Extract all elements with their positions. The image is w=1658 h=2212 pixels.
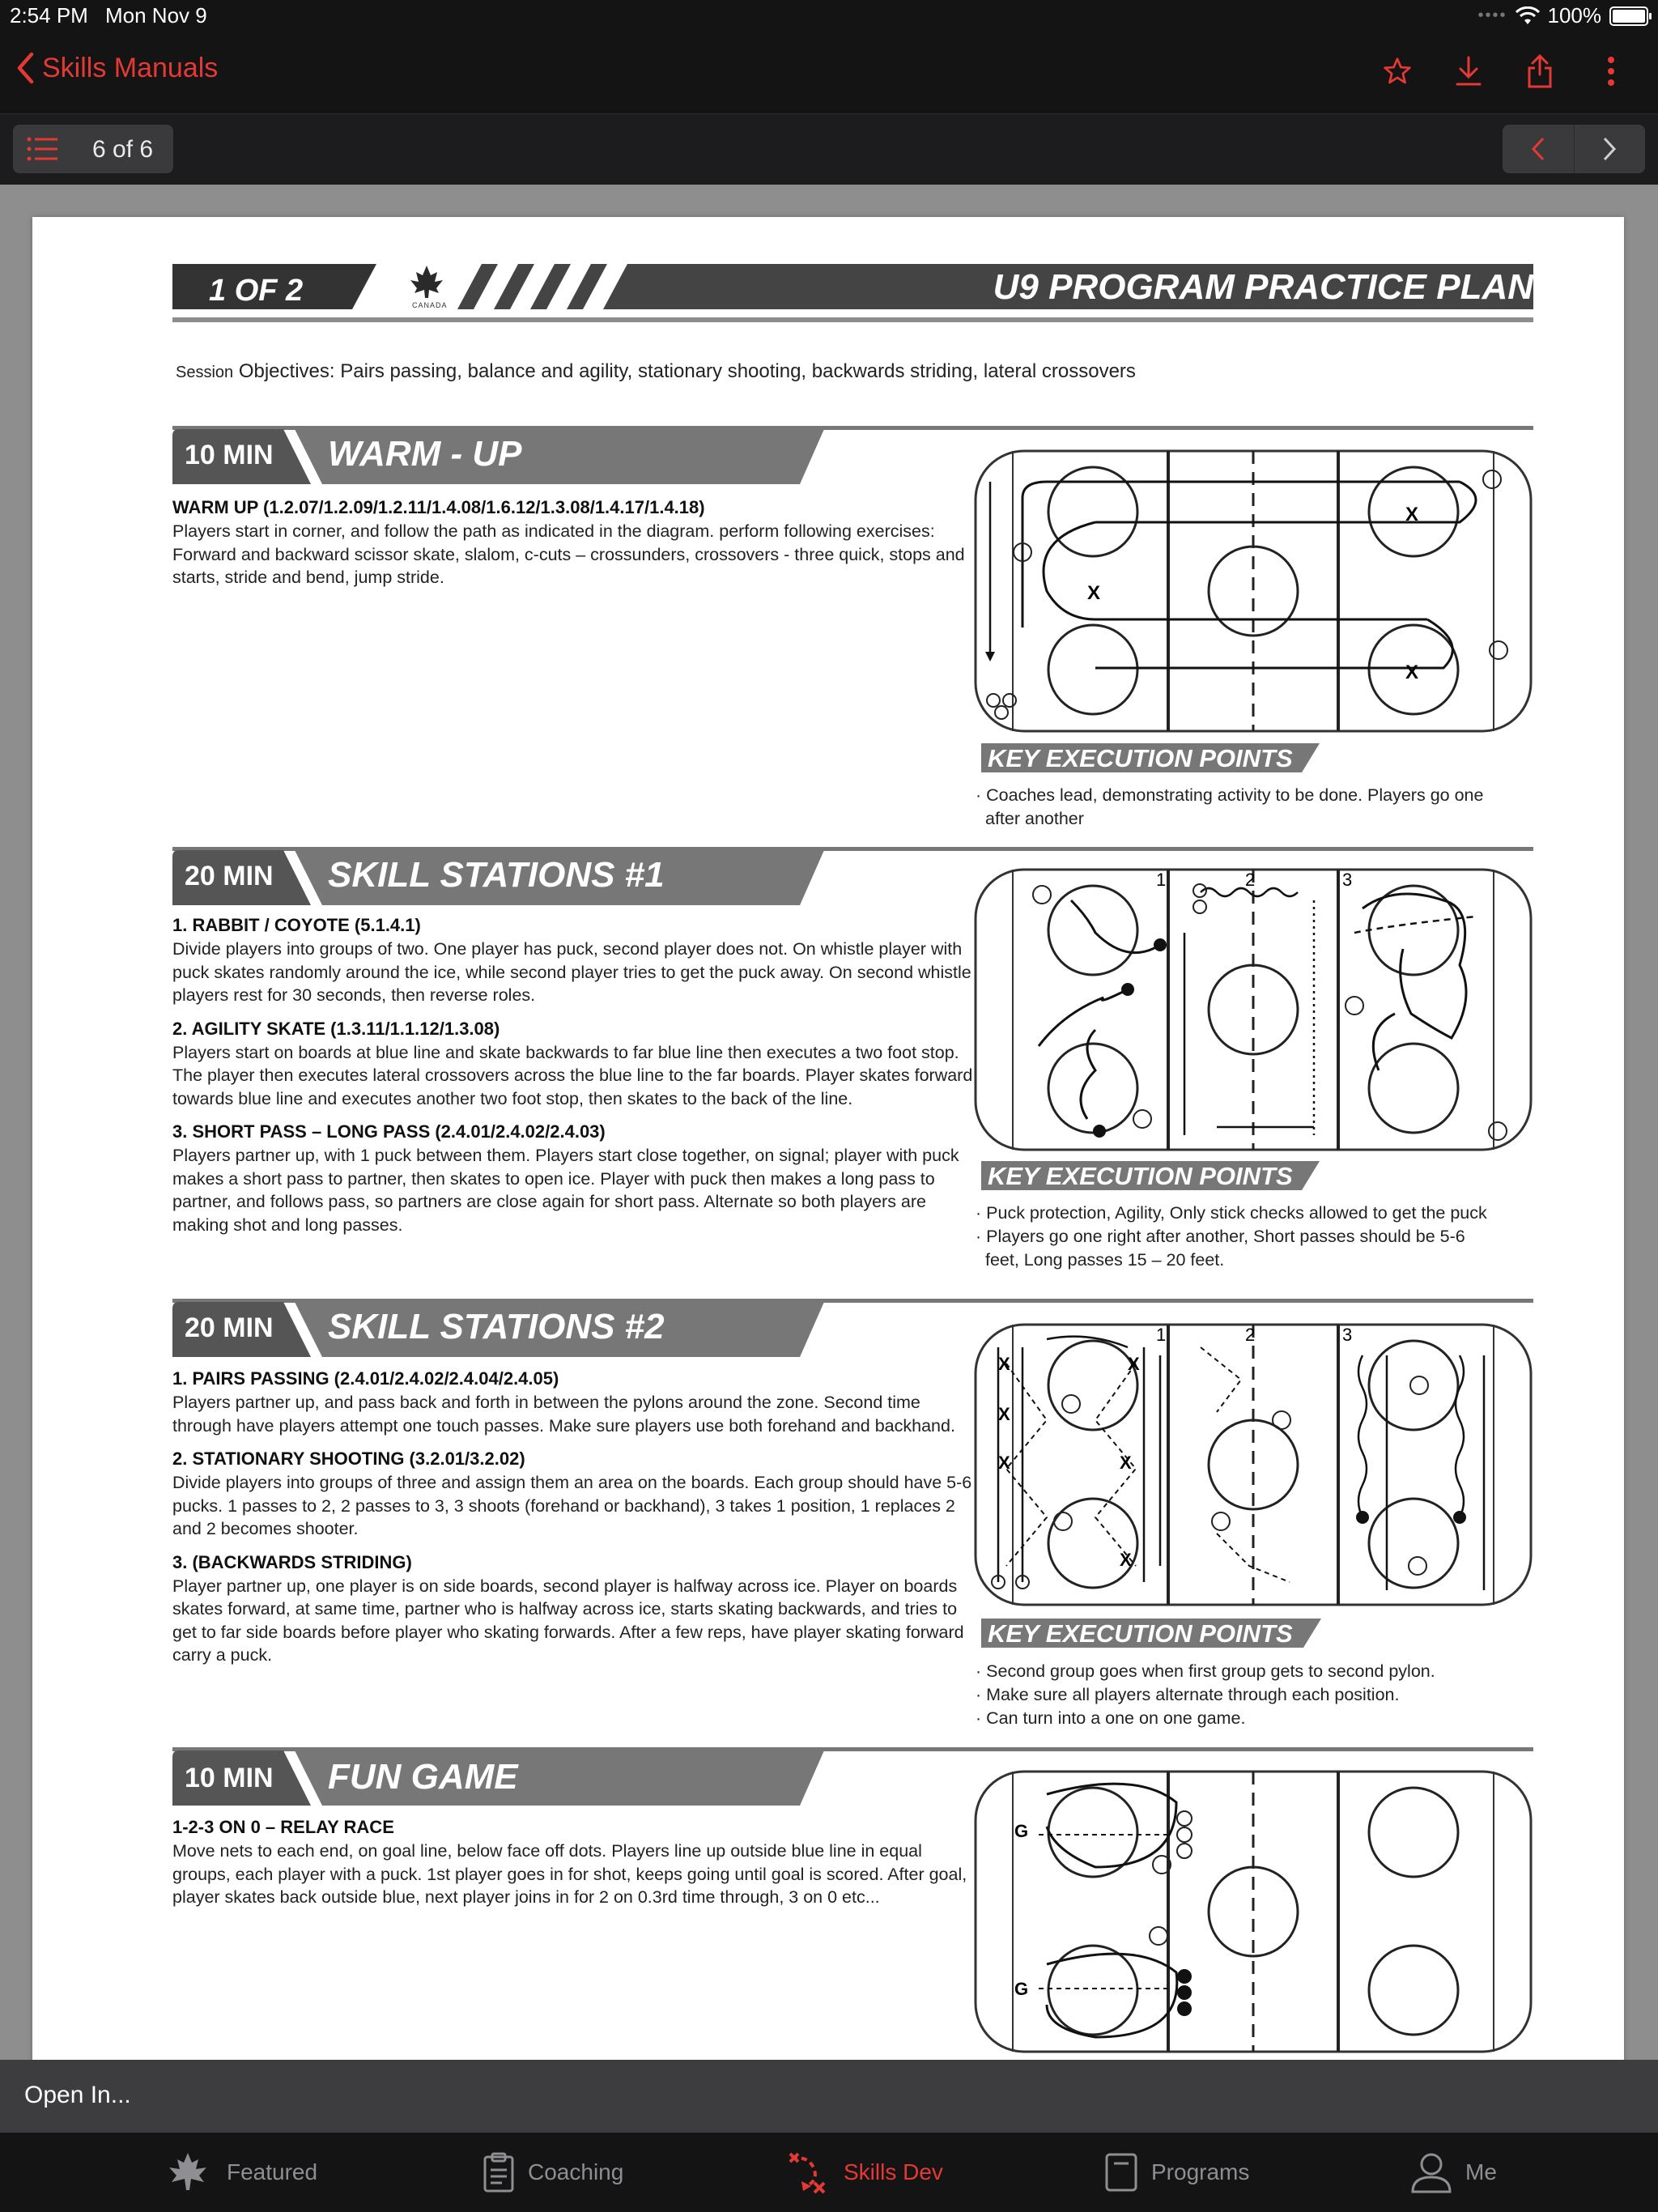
- person-icon: [1410, 2151, 1452, 2193]
- page-counter: 6 of 6: [92, 136, 154, 163]
- kep-list: [976, 1660, 1494, 1730]
- tab-coaching[interactable]: [483, 2133, 623, 2212]
- svg-text:X: X: [1128, 1354, 1140, 1374]
- open-in-button[interactable]: Open In...: [24, 2082, 131, 2108]
- kep-point: · Make sure all players alternate through each position.: [976, 1685, 1400, 1704]
- list-icon: [27, 137, 57, 161]
- download-icon[interactable]: [1454, 53, 1483, 89]
- skill-stations-1-rink-diagram: [974, 868, 1533, 1151]
- section-stations2-text: [172, 1368, 982, 1678]
- section-title: SKILL STATIONS #2: [328, 1307, 665, 1346]
- svg-text:X: X: [1405, 661, 1419, 683]
- pdf-page: [32, 217, 1624, 2060]
- kep-point: · Can turn into a one on one game.: [976, 1708, 1246, 1728]
- next-page-button[interactable]: [1575, 125, 1646, 173]
- status-time: 2:54 PM: [10, 3, 88, 28]
- svg-text:2: 2: [1245, 1325, 1256, 1345]
- svg-text:X: X: [1120, 1550, 1132, 1570]
- drill-title: 1. PAIRS PASSING (2.4.01/2.4.02/2.4.04/2.4.05): [172, 1368, 559, 1389]
- back-label: Skills Manuals: [42, 52, 219, 83]
- drill-title: 3. SHORT PASS – LONG PASS (2.4.01/2.4.02/2.4.03): [172, 1121, 606, 1142]
- tab-label: Me: [1465, 2159, 1497, 2184]
- kep-title: KEY EXECUTION POINTS: [988, 744, 1293, 772]
- section-title: WARM - UP: [328, 434, 522, 474]
- previous-page-button[interactable]: [1503, 125, 1575, 173]
- svg-text:1: 1: [1156, 870, 1167, 890]
- kep-list: [976, 1202, 1494, 1272]
- drill-description: Players partner up, and pass back and forth in between the pylons around the zone. Second time through have players attempt one touch passes. Make sure players use both forehand and backhand.: [172, 1393, 955, 1436]
- drill-description: Players start in corner, and follow the path as indicated in the diagram. perform following exercises: Forward and backward scissor skate, slalom, c-cuts – crossunders, crossovers - three quick, stops and starts, stride and bend, jump stride.: [172, 521, 965, 587]
- wifi-icon: [1516, 6, 1540, 26]
- status-bar: [0, 0, 1658, 32]
- svg-text:3: 3: [1342, 1325, 1353, 1345]
- kep-point: · Coaches lead, demonstrating activity to be done. Players go one after another: [976, 785, 1484, 828]
- open-in-bar: [0, 2060, 1658, 2133]
- svg-text:3: 3: [1342, 870, 1353, 890]
- page-pager: [1503, 125, 1645, 173]
- tab-featured[interactable]: [162, 2133, 317, 2212]
- svg-text:X: X: [1087, 582, 1101, 604]
- drill-description: Divide players into groups of two. One player has puck, second player does not. On whistle player with puck skates randomly around the ice, while second player tries to get the puck away. On second whistle players rest for 30 seconds, then reverse roles.: [172, 939, 971, 1005]
- skills-play-icon: [787, 2150, 831, 2194]
- clipboard-icon: [483, 2152, 515, 2193]
- chevron-right-icon: [1602, 137, 1617, 161]
- drill-description: Move nets to each end, on goal line, below face off dots. Players line up outside blue line in equal groups, each player with a puck. 1st player goes in for shot, keeps going until goal is scored. After goal, player skates back outside blue, next player joins in for 2 on 0.3rd time through, 3 on 0 etc...: [172, 1841, 967, 1907]
- status-date: Mon Nov 9: [105, 3, 207, 28]
- battery-percent: 100%: [1547, 3, 1601, 28]
- drill-description: Player partner up, one player is on side boards, second player is halfway across ice. Player on boards skates forward, at same time, partner who is halfway across ice, starts skating backwards, and tries to get to far side boards before player who skating forwards. After a few reps, have player skating forward carry a puck.: [172, 1576, 964, 1665]
- share-icon[interactable]: [1525, 53, 1554, 89]
- plan-title: U9 PROGRAM PRACTICE PLAN: [993, 267, 1533, 307]
- drill-description: Players partner up, with 1 puck between them. Players start close together, on signal; player with puck makes a short pass to partner, then skates to open ice. Player with puck then makes a long pass to partner, and follows pass, so partners are close again for short pass. Alternate so both players are making shot and long passes.: [172, 1146, 959, 1235]
- plan-phase: PHASE: 2: [185, 319, 297, 346]
- svg-text:2: 2: [1245, 870, 1256, 890]
- tab-label: Skills Dev: [844, 2159, 943, 2184]
- tab-programs[interactable]: [1104, 2133, 1249, 2212]
- nav-actions: [1383, 53, 1626, 89]
- drill-title: 2. STATIONARY SHOOTING (3.2.01/3.2.02): [172, 1448, 525, 1469]
- fun-game-rink-diagram: [974, 1770, 1533, 2053]
- tab-bar: [0, 2133, 1658, 2212]
- warmup-rink-diagram: [974, 449, 1533, 733]
- drill-title: 2. AGILITY SKATE (1.3.11/1.1.12/1.3.08): [172, 1018, 500, 1039]
- tab-label: Featured: [227, 2159, 318, 2184]
- practice-plan-document: [32, 217, 1624, 2060]
- kep-point: · Second group goes when first group gets to second pylon.: [976, 1661, 1435, 1681]
- tab-label: Programs: [1151, 2159, 1250, 2184]
- battery-icon: [1609, 6, 1648, 26]
- svg-text:X: X: [998, 1354, 1010, 1374]
- section-stations1-text: [172, 915, 982, 1248]
- svg-text:X: X: [1405, 504, 1419, 525]
- page-control: [13, 125, 173, 173]
- logo-caption: CANADA: [412, 301, 448, 309]
- objectives-label: Session: [176, 364, 234, 381]
- svg-text:X: X: [998, 1404, 1010, 1424]
- more-icon[interactable]: [1596, 53, 1626, 89]
- objectives-text: Objectives: Pairs passing, balance and agility, stationary shooting, backwards striding, lateral crossovers: [238, 360, 1136, 382]
- kep-list: [976, 784, 1494, 831]
- navigation-bar: [0, 32, 1658, 114]
- svg-text:X: X: [998, 1453, 1010, 1473]
- kep-point: · Players go one right after another, Short passes should be 5-6 feet, Long passes 15 – 20 feet.: [976, 1227, 1465, 1270]
- maple-leaf-icon: [162, 2151, 214, 2193]
- svg-text:X: X: [1120, 1453, 1132, 1473]
- section-warmup-text: [172, 497, 982, 601]
- tab-skills-dev[interactable]: [787, 2133, 943, 2212]
- pdf-toolbar: [0, 114, 1658, 185]
- programs-icon: [1104, 2152, 1138, 2193]
- status-right: [1477, 3, 1648, 28]
- drill-title: 1-2-3 ON 0 – RELAY RACE: [172, 1817, 394, 1837]
- chevron-left-icon: [1531, 137, 1545, 161]
- multitask-dots-icon: ••••: [1477, 6, 1507, 24]
- drill-description: Divide players into groups of three and assign them an area on the boards. Each group should have 5-6 pucks. 1 passes to 2, 2 passes to 3, 3 shoots (forehand or backhand), 3 takes 1 position, 1 replaces 2 and 2 becomes shooter.: [172, 1473, 972, 1538]
- plan-part: 1 OF 2: [209, 274, 304, 308]
- svg-text:G: G: [1014, 1821, 1029, 1841]
- back-button[interactable]: [16, 52, 218, 84]
- drill-title: WARM UP (1.2.07/1.2.09/1.2.11/1.4.08/1.6.12/1.3.08/1.4.17/1.4.18): [172, 497, 705, 517]
- section-time: 20 MIN: [185, 1312, 274, 1343]
- drill-title: 1. RABBIT / COYOTE (5.1.4.1): [172, 915, 421, 935]
- pdf-viewer[interactable]: [0, 185, 1658, 2060]
- tab-me[interactable]: [1410, 2133, 1497, 2212]
- section-fungame-text: [172, 1817, 982, 1921]
- section-time: 10 MIN: [185, 1763, 274, 1793]
- section-title: FUN GAME: [328, 1757, 518, 1797]
- plan-lesson: LESSON: 10: [763, 319, 906, 346]
- svg-text:G: G: [1014, 1979, 1029, 1999]
- kep-title: KEY EXECUTION POINTS: [988, 1162, 1293, 1190]
- plan-duration: DURATION: 60: [1358, 319, 1527, 346]
- drill-description: Players start on boards at blue line and skate backwards to far blue line then executes a two foot stop. The player then executes lateral crossovers across the blue line to the far boards. Player skates forward towards blue line and executes another two foot stop, then skates to the back of the line.: [172, 1042, 973, 1108]
- chevron-left-icon: [16, 52, 34, 84]
- svg-text:1: 1: [1156, 1325, 1167, 1345]
- star-icon[interactable]: [1383, 53, 1412, 89]
- kep-point: · Puck protection, Agility, Only stick checks allowed to get the puck: [976, 1203, 1487, 1223]
- skill-stations-2-rink-diagram: [974, 1323, 1533, 1606]
- thumbnails-button[interactable]: [13, 125, 71, 173]
- tab-label: Coaching: [528, 2159, 624, 2184]
- kep-title: KEY EXECUTION POINTS: [988, 1619, 1293, 1648]
- drill-title: 3. (BACKWARDS STRIDING): [172, 1551, 412, 1572]
- section-time: 10 MIN: [185, 440, 274, 470]
- section-title: SKILL STATIONS #1: [328, 855, 665, 895]
- section-time: 20 MIN: [185, 861, 274, 891]
